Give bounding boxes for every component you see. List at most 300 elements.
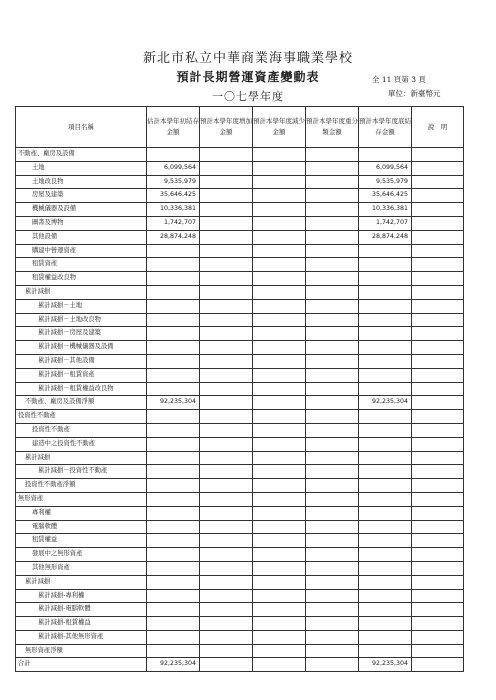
row-begin-cell xyxy=(147,244,200,258)
row-sub-cell xyxy=(253,327,306,341)
table-row xyxy=(16,492,464,506)
row-begin-cell xyxy=(147,410,200,424)
row-begin-cell xyxy=(147,465,200,479)
row-item-name: 其他設備 xyxy=(16,230,147,244)
row-sub-cell xyxy=(253,396,306,410)
row-sub-cell xyxy=(253,451,306,465)
row-reclass-cell xyxy=(306,575,359,589)
row-item-name: 不動產、廠房及設備 xyxy=(16,148,147,162)
table-row xyxy=(16,341,464,355)
school-name: 新北市私立中華商業海事職業學校 xyxy=(142,51,353,66)
row-sub-cell xyxy=(253,148,306,162)
row-sub-cell xyxy=(253,506,306,520)
row-item-name: 累計減損－土地改良物 xyxy=(16,313,147,327)
row-add-cell xyxy=(200,630,253,644)
row-note-cell xyxy=(412,548,464,562)
row-note-cell xyxy=(412,520,464,534)
row-add-cell xyxy=(200,603,253,617)
row-end-cell xyxy=(359,313,412,327)
row-reclass-cell xyxy=(306,534,359,548)
col-header-note: 說 明 xyxy=(412,107,464,148)
row-reclass-cell xyxy=(306,230,359,244)
row-item-name: 機械儀器及設備 xyxy=(16,203,147,217)
row-reclass-cell xyxy=(306,561,359,575)
row-sub-cell xyxy=(253,603,306,617)
row-add-cell xyxy=(200,451,253,465)
row-end-cell xyxy=(359,548,412,562)
row-add-cell xyxy=(200,575,253,589)
row-begin-cell xyxy=(147,561,200,575)
row-note-cell xyxy=(412,465,464,479)
row-sub-cell xyxy=(253,354,306,368)
table-row xyxy=(16,603,464,617)
row-end-cell xyxy=(359,603,412,617)
row-end-cell xyxy=(359,520,412,534)
row-begin-cell xyxy=(147,299,200,313)
row-reclass-cell xyxy=(306,299,359,313)
col-header-sub: 預計本學年度減少金額 xyxy=(253,107,306,148)
row-reclass-cell xyxy=(306,630,359,644)
row-item-name: 不動產、廠房及設備淨額 xyxy=(16,396,147,410)
row-note-cell xyxy=(412,148,464,162)
table-header-row xyxy=(16,107,464,148)
row-reclass-cell xyxy=(306,216,359,230)
row-add-cell xyxy=(200,327,253,341)
row-note-cell xyxy=(412,437,464,451)
row-sub-cell xyxy=(253,589,306,603)
report-title: 預計長期營運資產變動表 xyxy=(176,70,320,84)
row-add-cell xyxy=(200,368,253,382)
row-note-cell xyxy=(412,354,464,368)
row-sub-cell xyxy=(253,272,306,286)
row-sub-cell xyxy=(253,575,306,589)
row-item-name: 土地改良物 xyxy=(16,175,147,189)
row-add-cell xyxy=(200,492,253,506)
row-reclass-cell xyxy=(306,272,359,286)
row-begin-cell xyxy=(147,575,200,589)
col-header-add: 預計本學年度增加金額 xyxy=(200,107,253,148)
row-add-cell xyxy=(200,396,253,410)
row-reclass-cell xyxy=(306,423,359,437)
row-sub-cell xyxy=(253,299,306,313)
row-note-cell xyxy=(412,451,464,465)
row-add-cell xyxy=(200,230,253,244)
row-item-name: 合計 xyxy=(16,658,147,672)
table-row xyxy=(16,644,464,658)
row-reclass-cell xyxy=(306,603,359,617)
row-note-cell xyxy=(412,479,464,493)
row-item-name: 投資性不動產 xyxy=(16,423,147,437)
row-reclass-cell xyxy=(306,203,359,217)
row-end-cell: 10,336,381 xyxy=(359,203,412,217)
row-reclass-cell xyxy=(306,437,359,451)
row-add-cell xyxy=(200,354,253,368)
row-sub-cell xyxy=(253,216,306,230)
row-begin-cell xyxy=(147,617,200,631)
row-begin-cell: 1,742,707 xyxy=(147,216,200,230)
row-begin-cell xyxy=(147,148,200,162)
row-add-cell xyxy=(200,410,253,424)
row-end-cell xyxy=(359,327,412,341)
row-begin-cell: 28,874,248 xyxy=(147,230,200,244)
col-header-end: 預計本學年度底結存金額 xyxy=(359,107,412,148)
table-row xyxy=(16,410,464,424)
row-sub-cell xyxy=(253,175,306,189)
row-end-cell xyxy=(359,148,412,162)
row-end-cell: 1,742,707 xyxy=(359,216,412,230)
row-add-cell xyxy=(200,299,253,313)
row-add-cell xyxy=(200,272,253,286)
table-row xyxy=(16,617,464,631)
row-item-name: 圖書及博物 xyxy=(16,216,147,230)
row-reclass-cell xyxy=(306,258,359,272)
row-add-cell xyxy=(200,506,253,520)
row-end-cell xyxy=(359,506,412,520)
table-row xyxy=(16,561,464,575)
row-sub-cell xyxy=(253,230,306,244)
table-row xyxy=(16,437,464,451)
row-end-cell xyxy=(359,423,412,437)
row-end-cell xyxy=(359,410,412,424)
row-item-name: 累計減損－土地 xyxy=(16,299,147,313)
row-reclass-cell xyxy=(306,617,359,631)
row-reclass-cell xyxy=(306,589,359,603)
row-item-name: 投資性不動產 xyxy=(16,410,147,424)
row-end-cell: 28,874,248 xyxy=(359,230,412,244)
table-row xyxy=(16,189,464,203)
row-begin-cell xyxy=(147,479,200,493)
row-sub-cell xyxy=(253,437,306,451)
table-row xyxy=(16,148,464,162)
row-sub-cell xyxy=(253,520,306,534)
row-reclass-cell xyxy=(306,520,359,534)
row-end-cell xyxy=(359,341,412,355)
table-row xyxy=(16,272,464,286)
row-add-cell xyxy=(200,216,253,230)
row-item-name: 無形資產淨額 xyxy=(16,644,147,658)
row-note-cell xyxy=(412,630,464,644)
row-begin-cell: 9,535,979 xyxy=(147,175,200,189)
row-item-name: 累計減損 xyxy=(16,285,147,299)
row-begin-cell xyxy=(147,272,200,286)
row-sub-cell xyxy=(253,410,306,424)
row-sub-cell xyxy=(253,341,306,355)
table-row xyxy=(16,175,464,189)
row-note-cell xyxy=(412,244,464,258)
row-reclass-cell xyxy=(306,148,359,162)
row-item-name: 購建中營運資產 xyxy=(16,244,147,258)
row-add-cell xyxy=(200,479,253,493)
row-add-cell xyxy=(200,175,253,189)
row-end-cell xyxy=(359,630,412,644)
row-add-cell xyxy=(200,313,253,327)
row-item-name: 累計減損－機械儀器及設備 xyxy=(16,341,147,355)
row-reclass-cell xyxy=(306,161,359,175)
row-begin-cell xyxy=(147,341,200,355)
row-end-cell xyxy=(359,561,412,575)
row-add-cell xyxy=(200,437,253,451)
row-begin-cell: 35,646,425 xyxy=(147,189,200,203)
row-add-cell xyxy=(200,382,253,396)
table-row xyxy=(16,396,464,410)
row-end-cell xyxy=(359,589,412,603)
row-begin-cell xyxy=(147,285,200,299)
row-reclass-cell xyxy=(306,396,359,410)
row-reclass-cell xyxy=(306,479,359,493)
row-reclass-cell xyxy=(306,285,359,299)
row-item-name: 累計減損-租賃權益 xyxy=(16,617,147,631)
row-sub-cell xyxy=(253,561,306,575)
row-item-name: 累計減損-其他無形資產 xyxy=(16,630,147,644)
row-end-cell: 6,099,564 xyxy=(359,161,412,175)
row-item-name: 投資性不動產淨額 xyxy=(16,479,147,493)
row-begin-cell xyxy=(147,354,200,368)
row-reclass-cell xyxy=(306,354,359,368)
row-begin-cell xyxy=(147,313,200,327)
row-add-cell xyxy=(200,148,253,162)
row-note-cell xyxy=(412,534,464,548)
table-row xyxy=(16,548,464,562)
row-sub-cell xyxy=(253,161,306,175)
asset-change-table xyxy=(15,106,464,672)
row-reclass-cell xyxy=(306,658,359,672)
table-row xyxy=(16,258,464,272)
table-row xyxy=(16,382,464,396)
row-note-cell xyxy=(412,575,464,589)
row-end-cell xyxy=(359,382,412,396)
row-note-cell xyxy=(412,161,464,175)
row-sub-cell xyxy=(253,313,306,327)
row-item-name: 建造中之投資性不動產 xyxy=(16,437,147,451)
row-begin-cell xyxy=(147,327,200,341)
row-item-name: 租賃權益 xyxy=(16,534,147,548)
row-begin-cell: 92,235,304 xyxy=(147,396,200,410)
row-end-cell xyxy=(359,451,412,465)
row-begin-cell: 10,336,381 xyxy=(147,203,200,217)
row-begin-cell: 6,099,564 xyxy=(147,161,200,175)
row-item-name: 土地 xyxy=(16,161,147,175)
row-item-name: 房屋及建築 xyxy=(16,189,147,203)
row-item-name: 專利權 xyxy=(16,506,147,520)
row-reclass-cell xyxy=(306,313,359,327)
row-item-name: 累計減損－租賃資產 xyxy=(16,368,147,382)
row-add-cell xyxy=(200,589,253,603)
row-end-cell xyxy=(359,258,412,272)
row-item-name: 其他無形資產 xyxy=(16,561,147,575)
row-item-name: 發展中之無形資產 xyxy=(16,548,147,562)
row-reclass-cell xyxy=(306,368,359,382)
row-begin-cell xyxy=(147,437,200,451)
row-end-cell xyxy=(359,617,412,631)
row-add-cell xyxy=(200,534,253,548)
table-row xyxy=(16,354,464,368)
row-item-name: 累計減損 xyxy=(16,451,147,465)
row-reclass-cell xyxy=(306,244,359,258)
table-row xyxy=(16,451,464,465)
row-note-cell xyxy=(412,561,464,575)
school-year: 一〇七學年度 xyxy=(212,90,284,103)
row-end-cell xyxy=(359,479,412,493)
table-row xyxy=(16,423,464,437)
row-begin-cell xyxy=(147,258,200,272)
table-row xyxy=(16,368,464,382)
page-info: 全 11 頁第 3 頁 xyxy=(372,75,426,84)
row-note-cell xyxy=(412,368,464,382)
row-note-cell xyxy=(412,658,464,672)
row-begin-cell xyxy=(147,368,200,382)
row-reclass-cell xyxy=(306,175,359,189)
row-end-cell: 92,235,304 xyxy=(359,396,412,410)
row-reclass-cell xyxy=(306,644,359,658)
row-begin-cell xyxy=(147,630,200,644)
row-sub-cell xyxy=(253,658,306,672)
row-note-cell xyxy=(412,589,464,603)
row-begin-cell xyxy=(147,534,200,548)
row-sub-cell xyxy=(253,382,306,396)
row-note-cell xyxy=(412,396,464,410)
table-row xyxy=(16,299,464,313)
table-row xyxy=(16,161,464,175)
row-note-cell xyxy=(412,410,464,424)
row-note-cell xyxy=(412,203,464,217)
row-note-cell xyxy=(412,506,464,520)
row-add-cell xyxy=(200,244,253,258)
table-row xyxy=(16,285,464,299)
row-add-cell xyxy=(200,520,253,534)
table-row xyxy=(16,658,464,672)
row-note-cell xyxy=(412,327,464,341)
currency-unit: 單位：新臺幣元 xyxy=(388,89,441,98)
row-sub-cell xyxy=(253,534,306,548)
row-item-name: 累計減損-專利權 xyxy=(16,589,147,603)
table-row xyxy=(16,216,464,230)
row-add-cell xyxy=(200,341,253,355)
row-reclass-cell xyxy=(306,341,359,355)
row-begin-cell xyxy=(147,603,200,617)
row-item-name: 累計減損－房屋及建築 xyxy=(16,327,147,341)
row-add-cell xyxy=(200,203,253,217)
row-note-cell xyxy=(412,189,464,203)
row-item-name: 電腦軟體 xyxy=(16,520,147,534)
row-begin-cell xyxy=(147,451,200,465)
row-sub-cell xyxy=(253,479,306,493)
row-end-cell xyxy=(359,644,412,658)
row-end-cell xyxy=(359,492,412,506)
row-begin-cell xyxy=(147,382,200,396)
row-sub-cell xyxy=(253,644,306,658)
row-end-cell xyxy=(359,368,412,382)
row-end-cell xyxy=(359,575,412,589)
row-note-cell xyxy=(412,603,464,617)
row-item-name: 無形資產 xyxy=(16,492,147,506)
row-note-cell xyxy=(412,216,464,230)
row-note-cell xyxy=(412,299,464,313)
row-item-name: 累計減損-電腦軟體 xyxy=(16,603,147,617)
row-sub-cell xyxy=(253,465,306,479)
row-sub-cell xyxy=(253,492,306,506)
row-begin-cell xyxy=(147,644,200,658)
table-row xyxy=(16,534,464,548)
row-sub-cell xyxy=(253,244,306,258)
table-row xyxy=(16,479,464,493)
row-item-name: 累計減損－投資性不動產 xyxy=(16,465,147,479)
row-note-cell xyxy=(412,492,464,506)
row-begin-cell xyxy=(147,423,200,437)
row-add-cell xyxy=(200,465,253,479)
row-sub-cell xyxy=(253,258,306,272)
row-sub-cell xyxy=(253,617,306,631)
row-add-cell xyxy=(200,644,253,658)
table-row xyxy=(16,203,464,217)
table-row xyxy=(16,520,464,534)
row-sub-cell xyxy=(253,189,306,203)
row-add-cell xyxy=(200,285,253,299)
row-end-cell xyxy=(359,534,412,548)
row-item-name: 租賃資產 xyxy=(16,258,147,272)
row-note-cell xyxy=(412,644,464,658)
row-note-cell xyxy=(412,423,464,437)
row-item-name: 租賃權益改良物 xyxy=(16,272,147,286)
table-row xyxy=(16,230,464,244)
row-begin-cell xyxy=(147,492,200,506)
row-end-cell xyxy=(359,465,412,479)
row-end-cell: 35,646,425 xyxy=(359,189,412,203)
row-sub-cell xyxy=(253,548,306,562)
row-note-cell xyxy=(412,341,464,355)
row-reclass-cell xyxy=(306,451,359,465)
row-note-cell xyxy=(412,258,464,272)
row-reclass-cell xyxy=(306,382,359,396)
row-begin-cell: 92,235,304 xyxy=(147,658,200,672)
row-reclass-cell xyxy=(306,189,359,203)
row-item-name: 累計減損 xyxy=(16,575,147,589)
row-note-cell xyxy=(412,272,464,286)
row-end-cell xyxy=(359,299,412,313)
row-add-cell xyxy=(200,561,253,575)
table-row xyxy=(16,630,464,644)
row-end-cell xyxy=(359,437,412,451)
row-sub-cell xyxy=(253,203,306,217)
row-add-cell xyxy=(200,617,253,631)
row-note-cell xyxy=(412,175,464,189)
row-reclass-cell xyxy=(306,327,359,341)
row-reclass-cell xyxy=(306,506,359,520)
col-header-begin: 估計本學年初結存金額 xyxy=(147,107,200,148)
row-note-cell xyxy=(412,617,464,631)
row-end-cell xyxy=(359,244,412,258)
row-begin-cell xyxy=(147,589,200,603)
row-reclass-cell xyxy=(306,465,359,479)
row-note-cell xyxy=(412,313,464,327)
row-end-cell xyxy=(359,272,412,286)
row-begin-cell xyxy=(147,520,200,534)
row-begin-cell xyxy=(147,548,200,562)
table-row xyxy=(16,589,464,603)
table-row xyxy=(16,506,464,520)
row-sub-cell xyxy=(253,368,306,382)
row-note-cell xyxy=(412,285,464,299)
row-sub-cell xyxy=(253,423,306,437)
row-reclass-cell xyxy=(306,410,359,424)
row-item-name: 累計減損－租賃權益改良物 xyxy=(16,382,147,396)
row-add-cell xyxy=(200,258,253,272)
row-item-name: 累計減損－其他設備 xyxy=(16,354,147,368)
row-begin-cell xyxy=(147,506,200,520)
row-end-cell xyxy=(359,354,412,368)
table-row xyxy=(16,327,464,341)
row-end-cell: 9,535,979 xyxy=(359,175,412,189)
table-row xyxy=(16,465,464,479)
